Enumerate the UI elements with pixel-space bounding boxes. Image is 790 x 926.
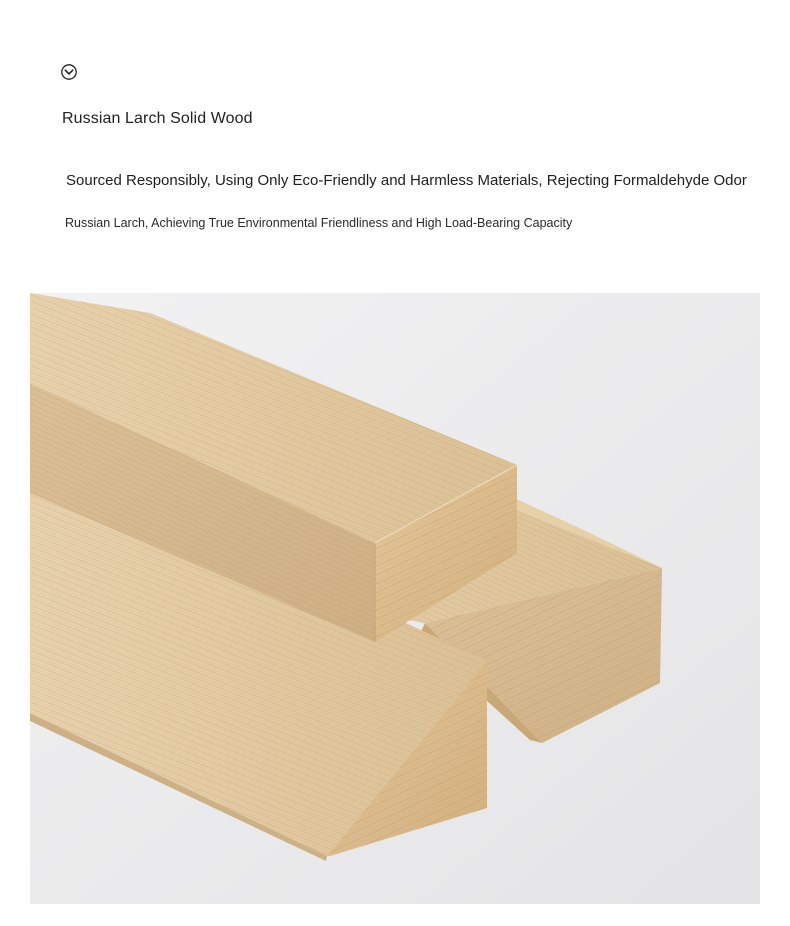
product-caption: Russian Larch, Achieving True Environmental Friendliness and High Load-Bearing Capacity: [65, 216, 573, 230]
product-subtitle: Sourced Responsibly, Using Only Eco-Friendly and Harmless Materials, Rejecting Formaldehyde Odor: [66, 172, 747, 189]
page-title: Russian Larch Solid Wood: [62, 110, 253, 127]
larch-wood-beams-image: [30, 293, 760, 904]
chevron-down-circle-icon[interactable]: [60, 63, 78, 81]
